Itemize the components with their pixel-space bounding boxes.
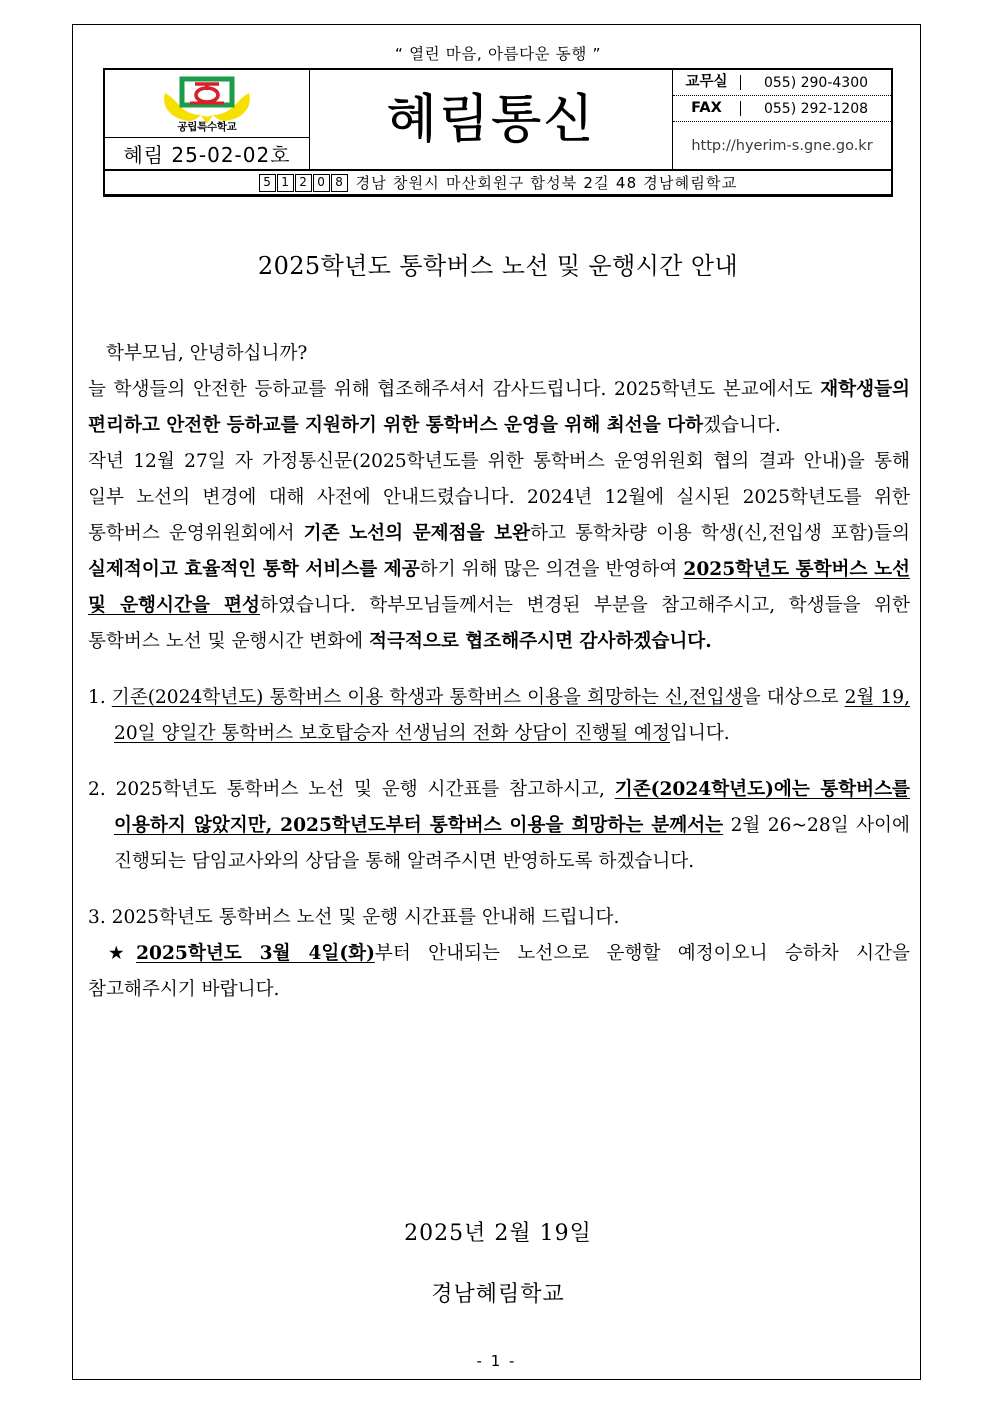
intro-paragraph [88, 372, 910, 444]
issue-number: 혜림 25-02-02호 [123, 143, 291, 167]
background-text-d: 하였습니다. 학부모님들께서는 변경된 부분을 참고해주시고, 학생들을 위한 통학버스 노선 및 운행시간 변화에 [88, 595, 911, 652]
background-paragraph [88, 444, 910, 660]
school-address: 경남 창원시 마산회원구 합성북 2길 48 경남혜림학교 [355, 174, 738, 192]
issue-number-cell [105, 138, 309, 169]
masthead-table [103, 68, 893, 171]
document-body [88, 336, 910, 1008]
list-marker-2: 2. [88, 779, 106, 800]
masthead-left-column [105, 70, 310, 169]
background-bold-1: 기존 노선의 문제점을 보완 [303, 523, 531, 544]
item1-tail: 입니다. [669, 723, 730, 744]
signature-school-name: 경남혜림학교 [431, 1282, 565, 1307]
zipcode-digit: 8 [331, 174, 348, 192]
address-bar [103, 171, 893, 197]
newsletter-title-cell [310, 70, 673, 169]
contact-value-fax: 055) 292-1208 [763, 100, 869, 117]
signature-date: 2025년 2월 19일 [404, 1221, 592, 1246]
spacer [88, 880, 910, 900]
contact-row-office [673, 70, 891, 96]
zipcode-boxes [259, 174, 349, 192]
school-logo-cell [105, 70, 309, 138]
spacer [88, 660, 910, 680]
contact-value-office: 055) 290-4300 [763, 74, 869, 91]
intro-text-bold: 재학생들의 편리하고 안전한 등하교를 지원하기 위한 통학버스 운영을 위해 최선을 다하 [88, 379, 910, 436]
list-marker-1: 1. [88, 687, 106, 708]
page-footer [80, 1352, 913, 1370]
background-text-a: 작년 12월 27일 자 가정통신문(2025학년도를 위한 통학버스 운영위원회 협의 결과 안내)을 통해 일부 노선의 변경에 대해 사전에 안내드렸습니다. 2024년 12월에 실시된 2025학년도를 위한 통학버스 운영위원회에서 [88, 451, 910, 544]
contact-label-fax: FAX [673, 101, 741, 116]
item3-tail: 부터 안내되는 노선으로 운행할 예정이오니 승하차 시간을 참고해주시기 바랍니다. [88, 943, 911, 1000]
item1-underline-1: 기존(2024학년도) 통학버스 이용 학생과 통학버스 이용을 희망하는 신,전입생 [111, 687, 743, 708]
list-marker-3: 3. [88, 907, 106, 928]
background-bold-underline: 2025학년도 통학버스 노선 및 운행시간을 편성 [88, 559, 910, 616]
zipcode-digit: 1 [277, 174, 294, 192]
list-item-2 [88, 772, 910, 880]
intro-text-a: 늘 학생들의 안전한 등하교를 위해 협조해주셔서 감사드립니다. 2025학년도 본교에서도 [88, 379, 821, 400]
contact-row-fax [673, 96, 891, 122]
school-logo-caption: 공립특수학교 [177, 120, 237, 133]
item2-head: 2025학년도 통학버스 노선 및 운행 시간표를 참고하시고, [105, 779, 615, 800]
greeting-paragraph: 학부모님, 안녕하십니까? [106, 343, 308, 364]
list-item-3 [88, 900, 910, 936]
list-item-1 [88, 680, 910, 752]
item3-bold-underline: 2025학년도 3월 4일(화) [136, 943, 375, 964]
list-item-3-note [88, 936, 910, 1008]
zipcode-digit: 5 [259, 174, 276, 192]
school-website-link[interactable]: http://hyerim-s.gne.go.kr [691, 137, 873, 154]
item3-head: 2025학년도 통학버스 노선 및 운행 시간표를 안내해 드립니다. [105, 907, 620, 928]
background-text-b: 하고 통학차량 이용 학생(신,전입생 포함)들의 [530, 523, 910, 544]
zipcode-digit: 2 [295, 174, 312, 192]
contact-label-office: 교무실 [673, 75, 741, 90]
spacer [88, 752, 910, 772]
background-bold-3: 적극적으로 협조해주시면 감사하겠습니다. [369, 631, 712, 652]
item2-bold-underline: 기존(2024학년도)에는 통학버스를 이용하지 않았지만, 2025학년도부터 통학버스 이용을 희망하는 분께서는 [114, 779, 911, 836]
signature-block [103, 1216, 893, 1308]
school-logo [157, 73, 257, 135]
background-bold-2: 실제적이고 효율적인 통학 서비스를 제공 [88, 559, 420, 580]
item1-underline-2: 2월 19, 20일 양일간 통학버스 보호탑승자 선생님의 전화 상담이 진행될 예정 [114, 687, 910, 744]
school-tagline: “ 열린 마음, 아름다운 동행 ” [394, 45, 602, 63]
intro-text-c: 겠습니다. [703, 415, 781, 436]
zipcode-digit: 0 [313, 174, 330, 192]
item2-tail: 2월 26~28일 사이에 진행되는 담임교사와의 상담을 통해 알려주시면 반영하도록 하겠습니다. [114, 815, 910, 872]
item1-mid: 을 대상으로 [742, 687, 845, 708]
star-icon: ★ [108, 943, 137, 964]
page-number: - 1 - [476, 1352, 517, 1370]
contact-block [673, 70, 891, 169]
document-title: 2025학년도 통학버스 노선 및 운행시간 안내 [257, 252, 739, 280]
background-text-c: 하기 위해 많은 의견을 반영하여 [419, 559, 684, 580]
newsletter-title: 혜림통신 [386, 89, 596, 150]
